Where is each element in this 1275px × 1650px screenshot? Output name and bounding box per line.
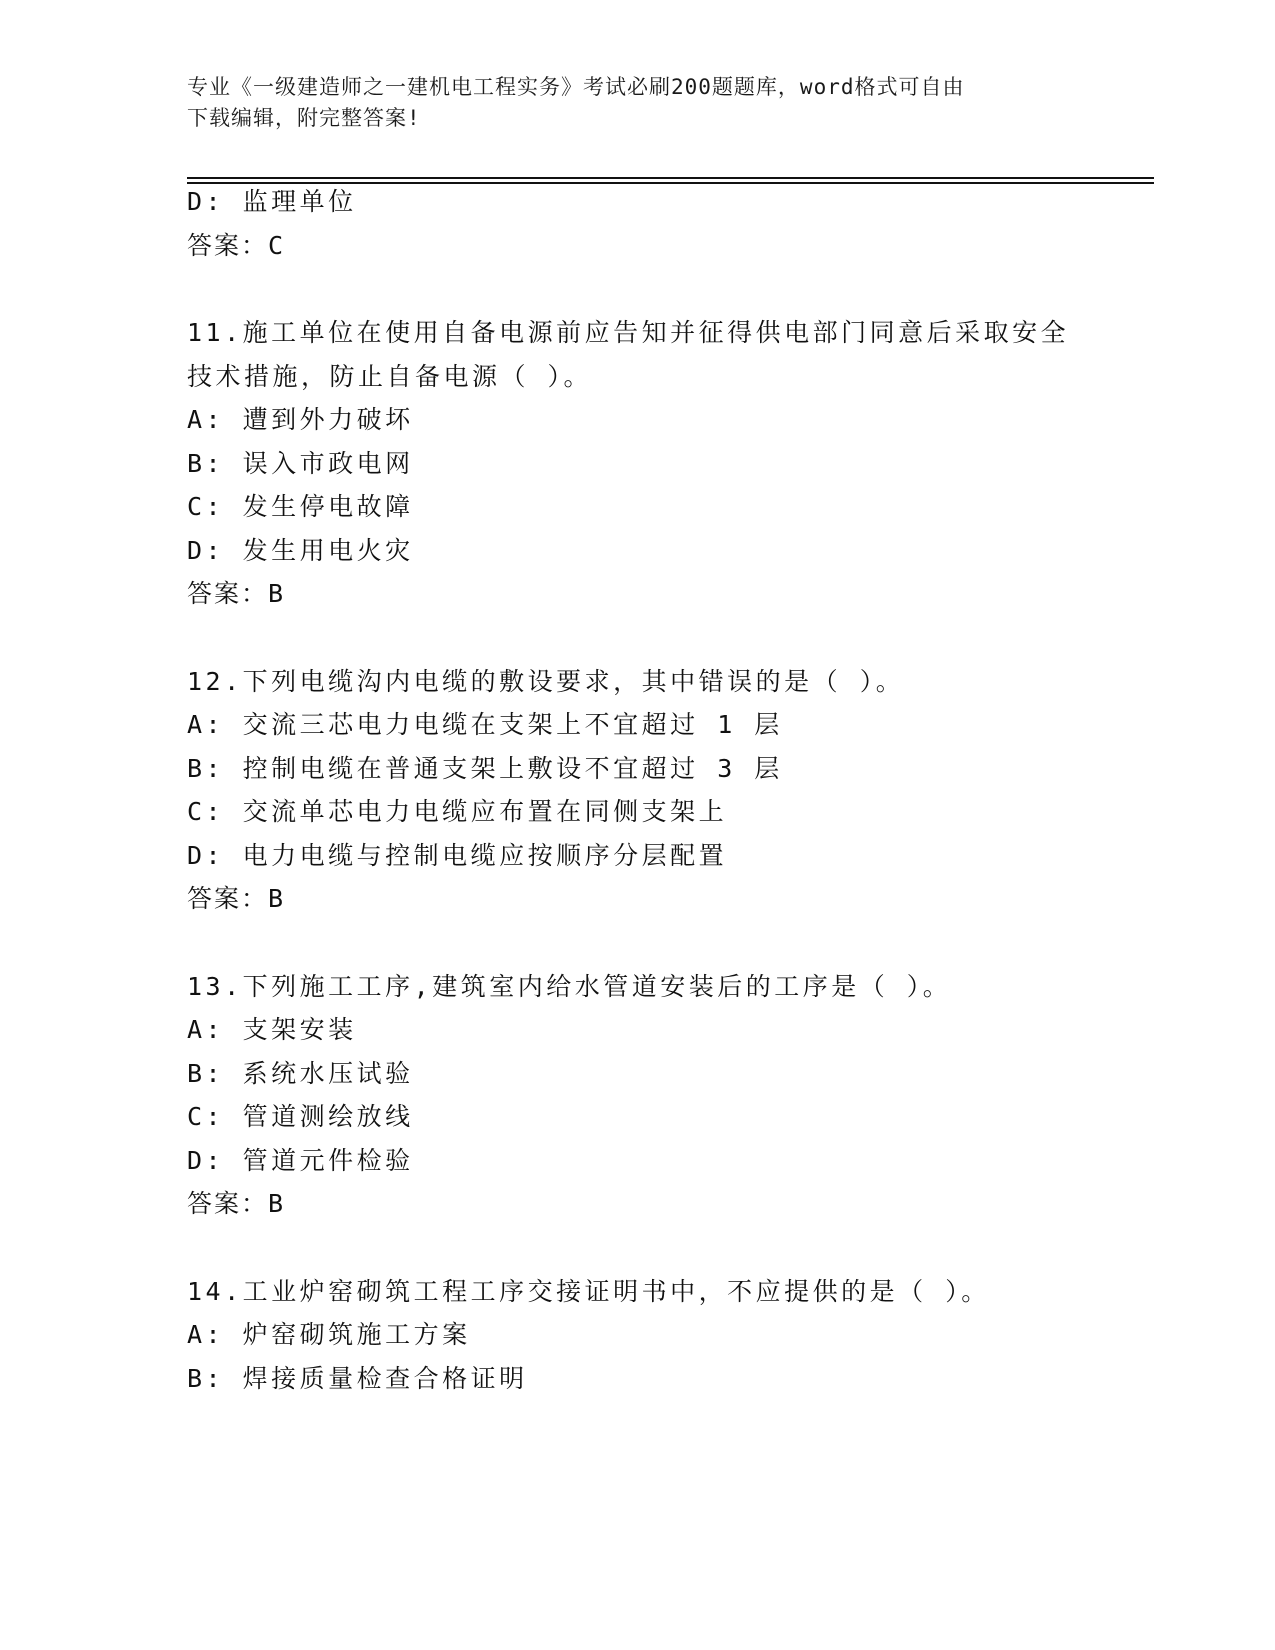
q13-option-b: B: 系统水压试验 [187,1059,414,1088]
q11-option-c: C: 发生停电故障 [187,492,414,521]
q13-answer: 答案：B [187,1189,286,1218]
q11-option-a: A: 遭到外力破坏 [187,405,414,434]
q14-option-a: A: 炉窑砌筑施工方案 [187,1320,471,1349]
q11-option-b: B: 误入市政电网 [187,449,414,478]
q13-option-c: C: 管道测绘放线 [187,1102,414,1131]
q13-stem-line-1: 13.下列施工工序,建筑室内给水管道安装后的工序是（ ）。 [187,972,952,1001]
q13-option-d: D: 管道元件检验 [187,1146,414,1175]
header-line-1: 专业《一级建造师之一建机电工程实务》考试必刷200题题库，word格式可自由 [187,75,965,99]
q11-stem-line-2: 技术措施，防止自备电源（ ）。 [187,362,593,391]
q13-option-a: A: 支架安装 [187,1015,357,1044]
q11-stem-line-1: 11.施工单位在使用自备电源前应告知并征得供电部门同意后采取安全 [187,318,1070,347]
q12-option-a: A: 交流三芯电力电缆在支架上不宜超过 1 层 [187,710,783,739]
q12-option-c: C: 交流单芯电力电缆应布置在同侧支架上 [187,797,728,826]
q11-answer: 答案：B [187,579,286,608]
q12-option-b: B: 控制电缆在普通支架上敷设不宜超过 3 层 [187,754,783,783]
header-divider-top [187,177,1154,179]
q12-answer: 答案：B [187,884,286,913]
prev-answer: 答案：C [187,231,286,260]
q12-option-d: D: 电力电缆与控制电缆应按顺序分层配置 [187,841,728,870]
q12-stem-line-1: 12.下列电缆沟内电缆的敷设要求，其中错误的是（ ）。 [187,667,905,696]
q11-option-d: D: 发生用电火灾 [187,536,414,565]
document-header [187,72,1087,134]
prev-option-d: D: 监理单位 [187,187,357,216]
header-divider-bottom [187,182,1154,184]
q14-option-b: B: 焊接质量检查合格证明 [187,1364,528,1393]
q14-stem-line-1: 14.工业炉窑砌筑工程工序交接证明书中，不应提供的是（ ）。 [187,1277,990,1306]
header-line-2: 下载编辑，附完整答案! [187,106,421,130]
